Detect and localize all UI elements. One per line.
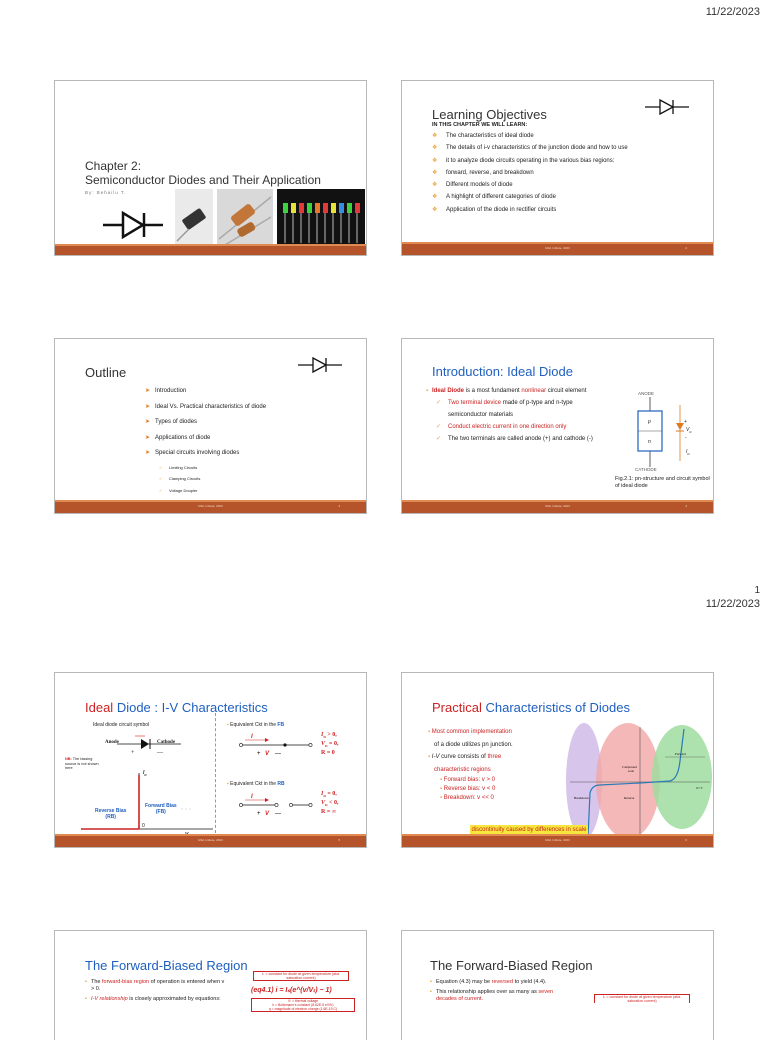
rb-text: Reverse Bias <box>95 808 127 814</box>
eq-sym: V <box>321 800 326 807</box>
page-date: 11/22/2023 <box>705 6 760 18</box>
author: By: Behailu T. <box>85 190 127 195</box>
slide-number: 6 <box>685 838 687 842</box>
diode-symbol-icon <box>298 356 342 374</box>
svg-text:+: + <box>257 751 261 757</box>
chapter-title: Semiconductor Diodes and Their Application <box>85 173 321 187</box>
note-line: k = Boltzmann's constant (8.62E-5 eV/K) <box>272 1003 334 1007</box>
svg-text:+: + <box>257 811 261 817</box>
footer-bar <box>402 836 713 847</box>
objective-item: ❖ Different models of diode <box>432 179 702 191</box>
practical-iv-graph <box>560 721 712 841</box>
eq-sub: D <box>323 735 326 740</box>
discontinuity-callout: discontinuity caused by differences in scale <box>470 825 588 836</box>
rb-equiv-label: ▪ Equivalent Ckt in the RB <box>227 781 285 787</box>
fb-equiv-label: ▪ Equivalent Ckt in the FB <box>227 722 285 728</box>
objective-item: ❖ The characteristics of ideal diode <box>432 130 702 142</box>
text: circuit element <box>546 388 587 394</box>
svg-text:—: — <box>275 811 281 817</box>
fb-abbr: FB <box>277 722 285 728</box>
text: This relationship applies over as many as <box>436 989 539 995</box>
fb-equivalent-circuit <box>235 731 315 757</box>
anode-label: ANODE <box>638 391 655 396</box>
slide-8-forward-biased: The Forward-Biased Region ▪ Equation (4.3) may be reversed to yield (4.4). ▪ This relationship applies over as many as seven decades of current. Iₛ = constant for diode at given temperature (aka. saturation current) <box>401 930 714 1040</box>
equation-4-1 <box>251 986 332 994</box>
rb-abbr: RB <box>277 781 285 787</box>
outline-item: ➤ Ideal Vs. Practical characteristics of diode <box>145 400 266 416</box>
rb-abbr: (RB) <box>105 814 116 820</box>
page-number: 1 <box>754 585 760 596</box>
bullet-text: characteristic regions <box>434 766 491 773</box>
outline-item: ➤ Types of diodes <box>145 415 266 431</box>
nb-label: NB: <box>65 757 72 761</box>
objective-item: ❖ A highlight of different categories of diode <box>432 191 702 203</box>
constants-note <box>251 998 355 1012</box>
text: is a most fundament <box>464 388 522 394</box>
objectives-lead: IN THIS CHAPTER WE WILL LEARN: <box>432 122 528 128</box>
svg-text:—: — <box>275 751 281 757</box>
slide-7-forward-biased: The Forward-Biased Region ▪ The forward-bias region of operation is entered when v > 0. ▪ I-V relationship is closely approximated by equations: Iₛ = constant for diode at given temperature (aka. saturation current) (eq4.1) i = Iₛ(e^(v/Vₜ) − 1) Vₜ = thermal voltage k = Boltzmann's constant (8.62E-5 eV/K) q = magnitude of electron charge (1.6E-19 C) <box>54 930 367 1040</box>
bullet-text: of a diode utilizes pn junction. <box>434 741 513 748</box>
slide-3-outline <box>54 338 367 514</box>
svg-text:Compressed: Compressed <box>622 765 637 769</box>
region-breakdown: Breakdown: v << 0 <box>443 795 494 801</box>
saturation-note: Iₛ = constant for diode at given temperature (aka. saturation current) <box>594 994 690 1003</box>
seven-decades-term: seven decades of current. <box>436 989 554 1002</box>
outline-subitem: ✓ Clamping Circuits <box>145 473 266 485</box>
forward-bias-label <box>145 803 177 815</box>
eq-sym: I <box>321 732 324 738</box>
anode-label: Anode <box>105 740 119 745</box>
slide-number: 4 <box>685 504 687 508</box>
id-sub: D <box>687 452 690 456</box>
fb-equations <box>321 732 338 757</box>
rb-equivalent-circuit <box>235 791 315 817</box>
svg-text:+: + <box>131 750 135 755</box>
objective-item-cont: ❖ forward, reverse, and breakdown <box>432 167 702 179</box>
nb-note <box>65 757 103 771</box>
slide-title <box>432 700 630 715</box>
svg-text:V: V <box>265 811 270 817</box>
nb-text: The biasing source is not shown here <box>65 757 99 771</box>
id-axis-label <box>143 770 147 777</box>
rb-label-text: Equivalent Ckt in the <box>230 781 278 787</box>
axis-text: I <box>143 770 145 776</box>
iv-term: I-V relationship <box>91 996 128 1002</box>
text: The two terminals are called anode (+) and cathode (-) <box>448 436 593 442</box>
eq-sub: D <box>325 744 328 749</box>
eq-r: R = ∞ <box>321 809 337 816</box>
region-reverse: Reverse bias: v < 0 <box>443 786 496 792</box>
footer-text: Mtsl, Intitute, 2023 <box>198 838 223 842</box>
slide-title: Learning Objectives <box>432 107 547 122</box>
equation-text: (eq4.1) i = Iₛ(e^(v/Vₜ) − 1) <box>251 987 332 994</box>
reversed-term: reversed <box>491 979 514 985</box>
outline-subitem: ✓ Voltage Doupler <box>145 485 266 497</box>
text: The <box>91 979 103 985</box>
diode-photos-image <box>175 189 365 247</box>
footer-text: Mtsl, Intitute, 2023 <box>545 504 570 508</box>
svg-text:0.7 V: 0.7 V <box>696 786 703 790</box>
chapter-label: Chapter 2: <box>85 159 142 173</box>
axis-sub: D <box>144 773 147 777</box>
diode-symbol-icon <box>645 98 689 116</box>
text: Equation (4.3) may be <box>436 979 492 985</box>
outline-item: ➤ Special circuits involving diodes <box>145 446 266 462</box>
svg-text:scale: scale <box>628 769 634 773</box>
eq-sub: D <box>323 794 326 799</box>
rb-equations <box>321 791 338 816</box>
slide-number: 3 <box>338 504 340 508</box>
eq-sym: I <box>321 791 324 797</box>
bullet-text: Most common implementation <box>431 729 512 735</box>
svg-text:V: V <box>265 751 270 757</box>
eq-rest: = 0, <box>325 791 337 797</box>
eq-sub: D <box>325 803 328 808</box>
slide-1-title <box>54 80 367 256</box>
cathode-label: CATHODE <box>635 467 657 472</box>
title-part: Practical <box>432 700 482 715</box>
fb-label-text: Equivalent Ckt in the <box>230 722 278 728</box>
bullet-text: curve consists of <box>439 754 488 760</box>
iv-term: I-V <box>431 754 440 760</box>
footer-bar <box>402 244 713 255</box>
minus-sign: - <box>685 435 687 441</box>
vd-sub: D <box>689 430 692 434</box>
text: is closely approximated by equations: <box>127 996 221 1002</box>
footer-text: Mtsl, Intitute, 2023 <box>545 838 570 842</box>
title-part: Characteristics of Diodes <box>481 700 630 715</box>
slide-title: Outline <box>85 365 127 380</box>
slide-4-ideal-diode: Introduction: Ideal Diode ▪ Ideal Diode is a most fundament nonlinear circuit element ✓ Two terminal device made of p-type and n-type semiconductor materials ✓ Conduct electric current in one direction only ✓ The two terminals are called anode (+) and cathode (-) ANODE CATHODE p n + $V_D$ - $I_D$ Fig.2.1: pn-structure and circuit symbol of ideal diode Mtsl, Intitute, 2023 4 <box>401 338 714 514</box>
title-part: Ideal <box>85 700 114 715</box>
slide-title: The Forward-Biased Region <box>430 958 593 973</box>
outline-item: ➤ Applications of diode <box>145 431 266 447</box>
footer-bar <box>55 502 366 513</box>
eq-rest: > 0, <box>325 732 337 738</box>
text: to yield (4.4). <box>513 979 547 985</box>
n-label: n <box>648 439 651 445</box>
eq-rest: < 0, <box>327 800 339 807</box>
vd-label <box>686 427 692 434</box>
svg-text:Reverse: Reverse <box>624 796 635 800</box>
note-line: q = magnitude of electron charge (1.6E-19 C) <box>268 1007 338 1011</box>
svg-text:I: I <box>251 794 253 800</box>
symbol-label: Ideal diode circuit symbol <box>93 722 150 728</box>
reverse-bias-label <box>95 808 126 820</box>
ideal-diode-term: Ideal Diode <box>432 388 465 394</box>
slide-title <box>85 700 268 715</box>
text: of operation is entered when v > 0. <box>91 979 225 992</box>
fb-text: Forward Bias <box>145 803 177 809</box>
fb-abbr: (FB) <box>155 809 166 815</box>
page-date: 11/22/2023 <box>705 598 760 610</box>
plus-sign: + <box>684 419 687 425</box>
saturation-note: Iₛ = constant for diode at given temperature (aka. saturation current) <box>253 971 349 981</box>
footer-bar <box>55 836 366 847</box>
footer-text: Mtsl, Intitute, 2023 <box>545 246 570 250</box>
slide-title: The Forward-Biased Region <box>85 958 248 973</box>
text: made of p-type and n-type semiconductor materials <box>448 400 573 418</box>
outline-subitem: ✓ Limiting Circuits <box>145 462 266 474</box>
conduct-direction-term: Conduct electric current in one direction only <box>448 424 567 430</box>
figure-caption: Fig.2.1: pn-structure and circuit symbol of ideal diode <box>615 476 710 489</box>
eq-r: R = 0 <box>321 750 335 757</box>
objective-item-cont: ❖ it to analyze diode circuits operating in the various bias regions: <box>432 155 702 167</box>
svg-text:Breakdown: Breakdown <box>574 796 589 800</box>
id-text: I <box>686 449 688 455</box>
slide-6-practical: Practical Characteristics of Diodes ▪ Most common implementation of a diode utilizes pn junction. ▪ I-V curve consists of three characteristic regions ▪ Forward bias: v > 0 ▪ Reverse bias: v < 0 ▪ Breakdown: v << 0 Forward Reverse Breakdown Compressed scale 0.7 V discontinuity caused by differences in scale Mtsl, Intitute, 2023 6 <box>401 672 714 848</box>
svg-text:Forward: Forward <box>675 752 686 756</box>
eq-sym: V <box>321 741 326 748</box>
slide-5-ideal-iv <box>54 672 367 848</box>
three-term: three <box>487 754 502 760</box>
objective-item: ❖ Application of the diode in rectifier circuits <box>432 204 702 216</box>
nonlinear-term: nonlinear <box>521 388 547 394</box>
two-terminal-term: Two terminal device <box>448 400 502 406</box>
objective-item: ❖ The details of i-v characteristics of the junction diode and how to use <box>432 142 702 154</box>
outline-item: ➤ Introduction <box>145 384 266 400</box>
footer-bar <box>55 246 366 255</box>
slide-number: 2 <box>685 246 687 250</box>
slide-number: 5 <box>338 838 340 842</box>
slide-2-learning-objectives <box>401 80 714 256</box>
origin-label: 0 <box>142 823 145 829</box>
diode-symbol-icon <box>103 211 163 239</box>
title-part: Diode : I-V Characteristics <box>113 700 268 715</box>
divider <box>215 713 217 833</box>
id-label <box>686 449 690 456</box>
slide-title: Introduction: Ideal Diode <box>432 364 573 379</box>
footer-text: Mtsl, Intitute, 2023 <box>198 504 223 508</box>
note-line: Vₜ = thermal voltage <box>287 999 319 1003</box>
eq-rest: = 0, <box>327 741 339 748</box>
ideal-diode-symbol-icon <box>117 733 181 755</box>
vd-text: V <box>686 427 690 433</box>
region-forward: Forward bias: v > 0 <box>443 777 495 783</box>
footer-bar <box>402 502 713 513</box>
svg-text:I: I <box>251 734 253 740</box>
cathode-label: Cathode <box>157 740 176 745</box>
fb-region-term: forward-bias region <box>102 979 150 985</box>
svg-text:—: — <box>157 750 163 755</box>
p-label: p <box>648 419 651 425</box>
